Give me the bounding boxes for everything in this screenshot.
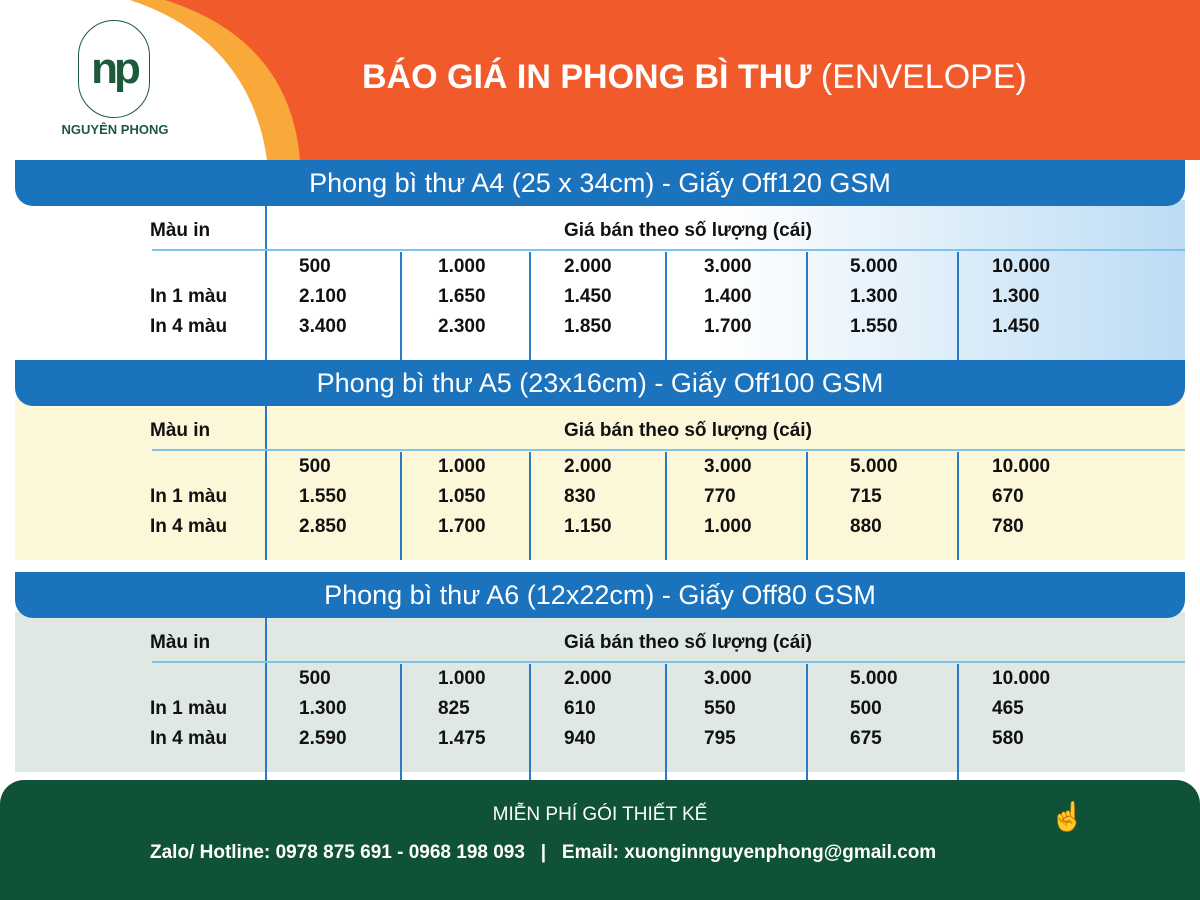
price-cell: 1.300 [299,698,347,719]
column-divider [400,452,402,560]
column-divider [529,252,531,360]
quantity-header: 500 [299,256,331,277]
price-cell: 580 [992,728,1024,749]
quantity-header: 3.000 [704,456,752,477]
price-cell: 675 [850,728,882,749]
header-divider [152,661,1185,663]
quantity-header: 5.000 [850,456,898,477]
price-cell: 780 [992,516,1024,537]
price-cell: 1.450 [992,316,1040,337]
price-cell: 2.300 [438,316,486,337]
section-title: Phong bì thư A4 (25 x 34cm) - Giấy Off120 GSM [15,160,1185,206]
quantity-header: 5.000 [850,256,898,277]
header-divider [152,449,1185,451]
column-divider [806,452,808,560]
price-cell: 1.550 [850,316,898,337]
section-table [15,200,1185,360]
pointing-hand-icon: ☝ [1050,801,1085,832]
price-cell: 880 [850,516,882,537]
row-label: In 1 màu [150,486,228,507]
title-light: (ENVELOPE) [820,58,1027,96]
column-divider [665,252,667,360]
column-divider [806,252,808,360]
quantity-header: 2.000 [564,456,612,477]
column-divider [957,252,959,360]
column-divider [529,664,531,787]
price-cell: 550 [704,698,736,719]
price-cell: 770 [704,486,736,507]
column-divider [806,664,808,787]
price-column-header: Giá bán theo số lượng (cái) [564,420,812,441]
title-bold: BÁO GIÁ IN PHONG BÌ THƯ [362,58,812,96]
quantity-header: 5.000 [850,668,898,689]
footer [0,780,1200,900]
brand-logo: np [78,20,150,118]
quantity-header: 3.000 [704,256,752,277]
section-table [15,400,1185,560]
price-cell: 1.700 [704,316,752,337]
price-cell: 2.100 [299,286,347,307]
price-cell: 825 [438,698,470,719]
row-label: In 4 màu [150,316,228,337]
price-column-header: Giá bán theo số lượng (cái) [564,220,812,241]
price-cell: 610 [564,698,596,719]
price-cell: 1.650 [438,286,486,307]
price-cell: 3.400 [299,316,347,337]
contact-info: Zalo/ Hotline: 0978 875 691 - 0968 198 093 | Email: xuonginnguyenphong@gmail.com [150,842,937,863]
column-divider [957,452,959,560]
price-cell: 1.475 [438,728,486,749]
quantity-header: 500 [299,668,331,689]
row-label: In 4 màu [150,516,228,537]
quantity-header: 3.000 [704,668,752,689]
row-label: In 4 màu [150,728,228,749]
price-cell: 1.300 [992,286,1040,307]
price-cell: 830 [564,486,596,507]
quantity-header: 10.000 [992,256,1051,277]
price-cell: 940 [564,728,596,749]
page-title [362,58,1027,97]
price-cell: 1.000 [704,516,752,537]
price-cell: 1.150 [564,516,612,537]
column-divider [957,664,959,787]
price-cell: 1.450 [564,286,612,307]
column-divider [529,452,531,560]
color-column-header: Màu in [150,220,211,241]
row-label: In 1 màu [150,698,228,719]
brand-name: NGUYÊN PHONG [61,122,169,137]
quantity-header: 10.000 [992,456,1051,477]
column-divider [265,612,267,787]
quantity-header: 1.000 [438,456,486,477]
price-cell: 1.050 [438,486,486,507]
color-column-header: Màu in [150,420,211,441]
section-title: Phong bì thư A5 (23x16cm) - Giấy Off100 GSM [15,360,1185,406]
column-divider [665,452,667,560]
section-table [15,612,1185,772]
price-cell: 465 [992,698,1024,719]
column-divider [400,664,402,787]
column-divider [265,400,267,560]
header-divider [152,249,1185,251]
free-design-text: MIỄN PHÍ GÓI THIẾT KẾ [492,804,708,825]
price-cell: 1.700 [438,516,486,537]
quantity-header: 1.000 [438,668,486,689]
price-cell: 670 [992,486,1024,507]
row-label: In 1 màu [150,286,228,307]
quantity-header: 1.000 [438,256,486,277]
price-cell: 1.550 [299,486,347,507]
price-cell: 500 [850,698,882,719]
column-divider [265,200,267,360]
column-divider [400,252,402,360]
section-title: Phong bì thư A6 (12x22cm) - Giấy Off80 GSM [15,572,1185,618]
quantity-header: 10.000 [992,668,1051,689]
price-cell: 1.850 [564,316,612,337]
price-cell: 2.850 [299,516,347,537]
quantity-header: 2.000 [564,668,612,689]
price-cell: 715 [850,486,882,507]
column-divider [665,664,667,787]
price-cell: 2.590 [299,728,347,749]
color-column-header: Màu in [150,632,211,653]
quantity-header: 500 [299,456,331,477]
price-cell: 1.300 [850,286,898,307]
price-column-header: Giá bán theo số lượng (cái) [564,632,812,653]
quantity-header: 2.000 [564,256,612,277]
price-cell: 1.400 [704,286,752,307]
price-cell: 795 [704,728,736,749]
